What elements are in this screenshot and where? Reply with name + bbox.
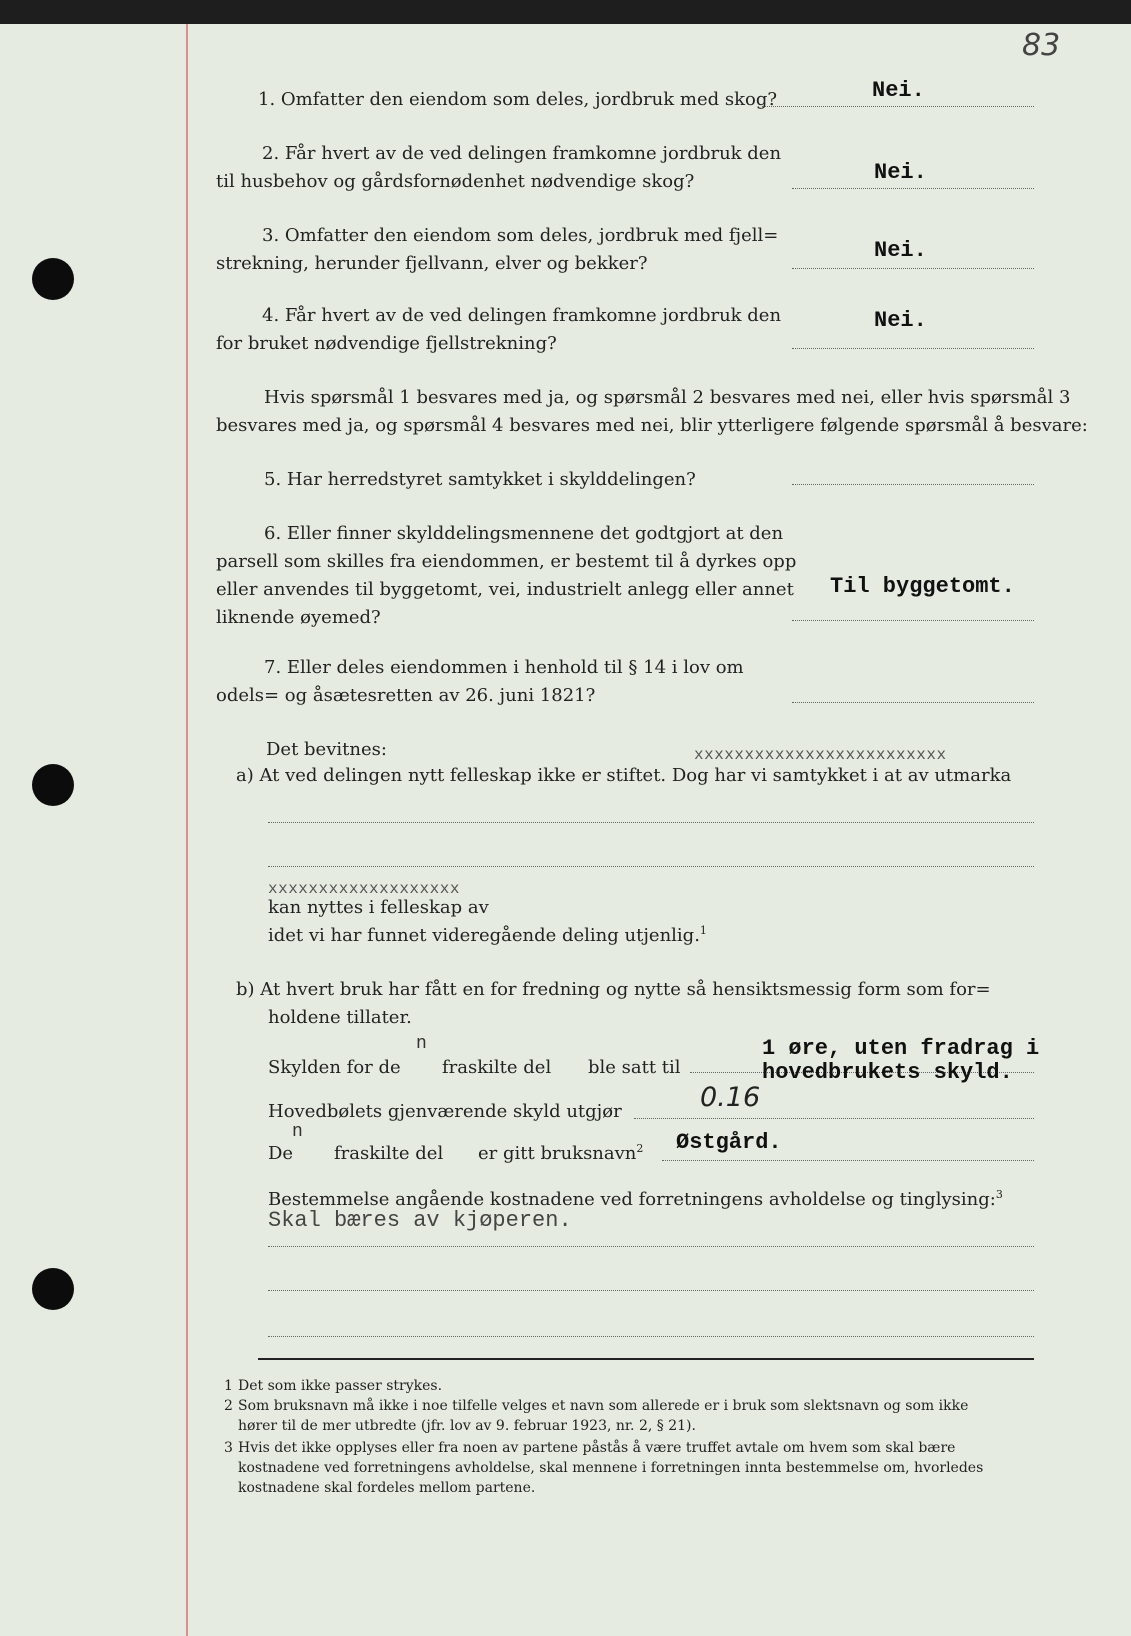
answer-2: Nei.: [874, 160, 927, 185]
conditional-intro-line-2: besvares med ja, og spørsmål 4 besvares med nei, blir ytterligere følgende spørsmål å besvare:: [216, 415, 1088, 436]
bestemmelse-line-1: [268, 1246, 1034, 1247]
bruksnavn-answer: Østgård.: [676, 1130, 782, 1155]
skyld-answer-line-1: 1 øre, uten fradrag i: [762, 1036, 1040, 1061]
struck-text-a: xxxxxxxxxxxxxxxxxxxxxxxxx: [694, 746, 947, 764]
question-4-line-1: 4. Får hvert av de ved delingen framkomne jordbruk den: [262, 305, 782, 326]
footnote-ref-1: 1: [699, 924, 707, 937]
answer-3: Nei.: [874, 238, 927, 263]
bruksnavn-line: [662, 1160, 1034, 1161]
footnote-3-line-1: Hvis det ikke opplyses eller fra noen av partene påstås å være truffet avtale om hvem som skal bære: [238, 1440, 956, 1456]
hovedbol-line: [634, 1118, 1034, 1119]
attest-b-line-1: b) At hvert bruk har fått en for fredning og nytte så hensiktsmessig form som for=: [236, 979, 991, 1000]
bestemmelse-answer: Skal bæres av kjøperen.: [268, 1208, 572, 1233]
bruksnavn-suffix: [478, 1140, 643, 1168]
question-5: 5. Har herredstyret samtykket i skylddelingen?: [264, 469, 696, 490]
question-4-line-2: for bruket nødvendige fjellstrekning?: [216, 333, 557, 354]
question-1: 1. Omfatter den eiendom som deles, jordbruk med skog?: [258, 89, 777, 110]
question-7-line-1: 7. Eller deles eiendommen i henhold til § 14 i lov om: [264, 657, 744, 678]
footnote-2-line-1: Som bruksnavn må ikke i noe tilfelle velges et navn som allerede er i bruk som slektsnavn og som ikke: [238, 1398, 969, 1414]
answer-line-5: [792, 484, 1034, 485]
answer-line-6: [792, 620, 1034, 621]
question-2-line-1: 2. Får hvert av de ved delingen framkomne jordbruk den: [262, 143, 782, 164]
bestemmelse-line-3: [268, 1336, 1034, 1337]
question-6-line-2: parsell som skilles fra eiendommen, er bestemt til å dyrkes opp: [216, 551, 797, 572]
bruksnavn-prefix: De: [268, 1143, 294, 1164]
skyld-middle: fraskilte del: [442, 1057, 552, 1078]
footnote-separator: [258, 1358, 1034, 1360]
answer-line-4: [792, 348, 1034, 349]
bruksnavn-middle: fraskilte del: [334, 1143, 444, 1164]
footnote-2-number: 2: [224, 1398, 233, 1414]
attest-a-line-2: kan nyttes i felleskap av: [268, 897, 489, 918]
margin-line: [186, 24, 188, 1636]
skyld-suffix: ble satt til: [588, 1057, 681, 1078]
attest-a-line-3: [268, 922, 707, 950]
answer-line-3: [792, 268, 1034, 269]
scan-top-edge: [0, 0, 1131, 24]
answer-line-1: [762, 106, 1034, 107]
footnote-ref-3: 3: [995, 1188, 1003, 1201]
footnote-3-number: 3: [224, 1440, 233, 1456]
question-6-line-3: eller anvendes til byggetomt, vei, industrielt anlegg eller annet: [216, 579, 794, 600]
attest-b-line-2: holdene tillater.: [268, 1007, 412, 1028]
answer-6: Til byggetomt.: [830, 574, 1015, 599]
bruksnavn-suffix-text: er gitt bruksnavn: [478, 1143, 637, 1164]
footnote-3-line-2: kostnadene ved forretningens avholdelse, skal mennene i forretningen innta bestemmelse om, hvorledes: [238, 1460, 984, 1476]
fill-line-a-1: [268, 822, 1034, 823]
question-7-line-2: odels= og åsætesretten av 26. juni 1821?: [216, 685, 596, 706]
footnote-1-number: 1: [224, 1378, 233, 1394]
question-2-line-2: til husbehov og gårdsfornødenhet nødvendige skog?: [216, 171, 695, 192]
skyld-answer-line-2: hovedbrukets skyld.: [762, 1060, 1013, 1085]
answer-line-7: [792, 702, 1034, 703]
bestemmelse-label-text: Bestemmelse angående kostnadene ved forretningens avholdelse og tinglysing:: [268, 1189, 996, 1210]
struck-text-a-2: xxxxxxxxxxxxxxxxxxx: [268, 880, 460, 898]
footnote-2-line-2: hører til de mer utbredte (jfr. lov av 9. februar 1923, nr. 2, § 21).: [238, 1418, 696, 1434]
hovedbol-answer: 0.16: [700, 1082, 761, 1113]
attest-a-line-3-text: idet vi har funnet videregående deling utjenlig.: [268, 925, 700, 946]
punch-hole-bottom: [32, 1268, 74, 1310]
conditional-intro-line-1: Hvis spørsmål 1 besvares med ja, og spørsmål 2 besvares med nei, eller hvis spørsmål 3: [264, 387, 1071, 408]
question-3-line-2: strekning, herunder fjellvann, elver og bekker?: [216, 253, 648, 274]
page-number: 83: [1022, 28, 1061, 63]
answer-1: Nei.: [872, 78, 925, 103]
footnote-1: Det som ikke passer strykes.: [238, 1378, 443, 1394]
hovedbol-label: Hovedbølets gjenværende skyld utgjør: [268, 1101, 622, 1122]
footnote-3-line-3: kostnadene skal fordeles mellom partene.: [238, 1480, 536, 1496]
skyld-insert: n: [416, 1034, 427, 1054]
fill-line-a-2: [268, 866, 1034, 867]
answer-line-2: [792, 188, 1034, 189]
footnote-ref-2: 2: [636, 1142, 644, 1155]
answer-4: Nei.: [874, 308, 927, 333]
punch-hole-top: [32, 258, 74, 300]
attest-a-line-1: a) At ved delingen nytt felleskap ikke er stiftet. Dog har vi samtykket i at av utmarka: [236, 765, 1012, 786]
punch-hole-middle: [32, 764, 74, 806]
question-3-line-1: 3. Omfatter den eiendom som deles, jordbruk med fjell=: [262, 225, 779, 246]
question-6-line-4: liknende øyemed?: [216, 607, 381, 628]
attest-heading: Det bevitnes:: [266, 739, 387, 760]
skyld-prefix: Skylden for de: [268, 1057, 401, 1078]
question-6-line-1: 6. Eller finner skylddelingsmennene det godtgjort at den: [264, 523, 784, 544]
bruksnavn-insert: n: [292, 1122, 303, 1142]
bestemmelse-line-2: [268, 1290, 1034, 1291]
